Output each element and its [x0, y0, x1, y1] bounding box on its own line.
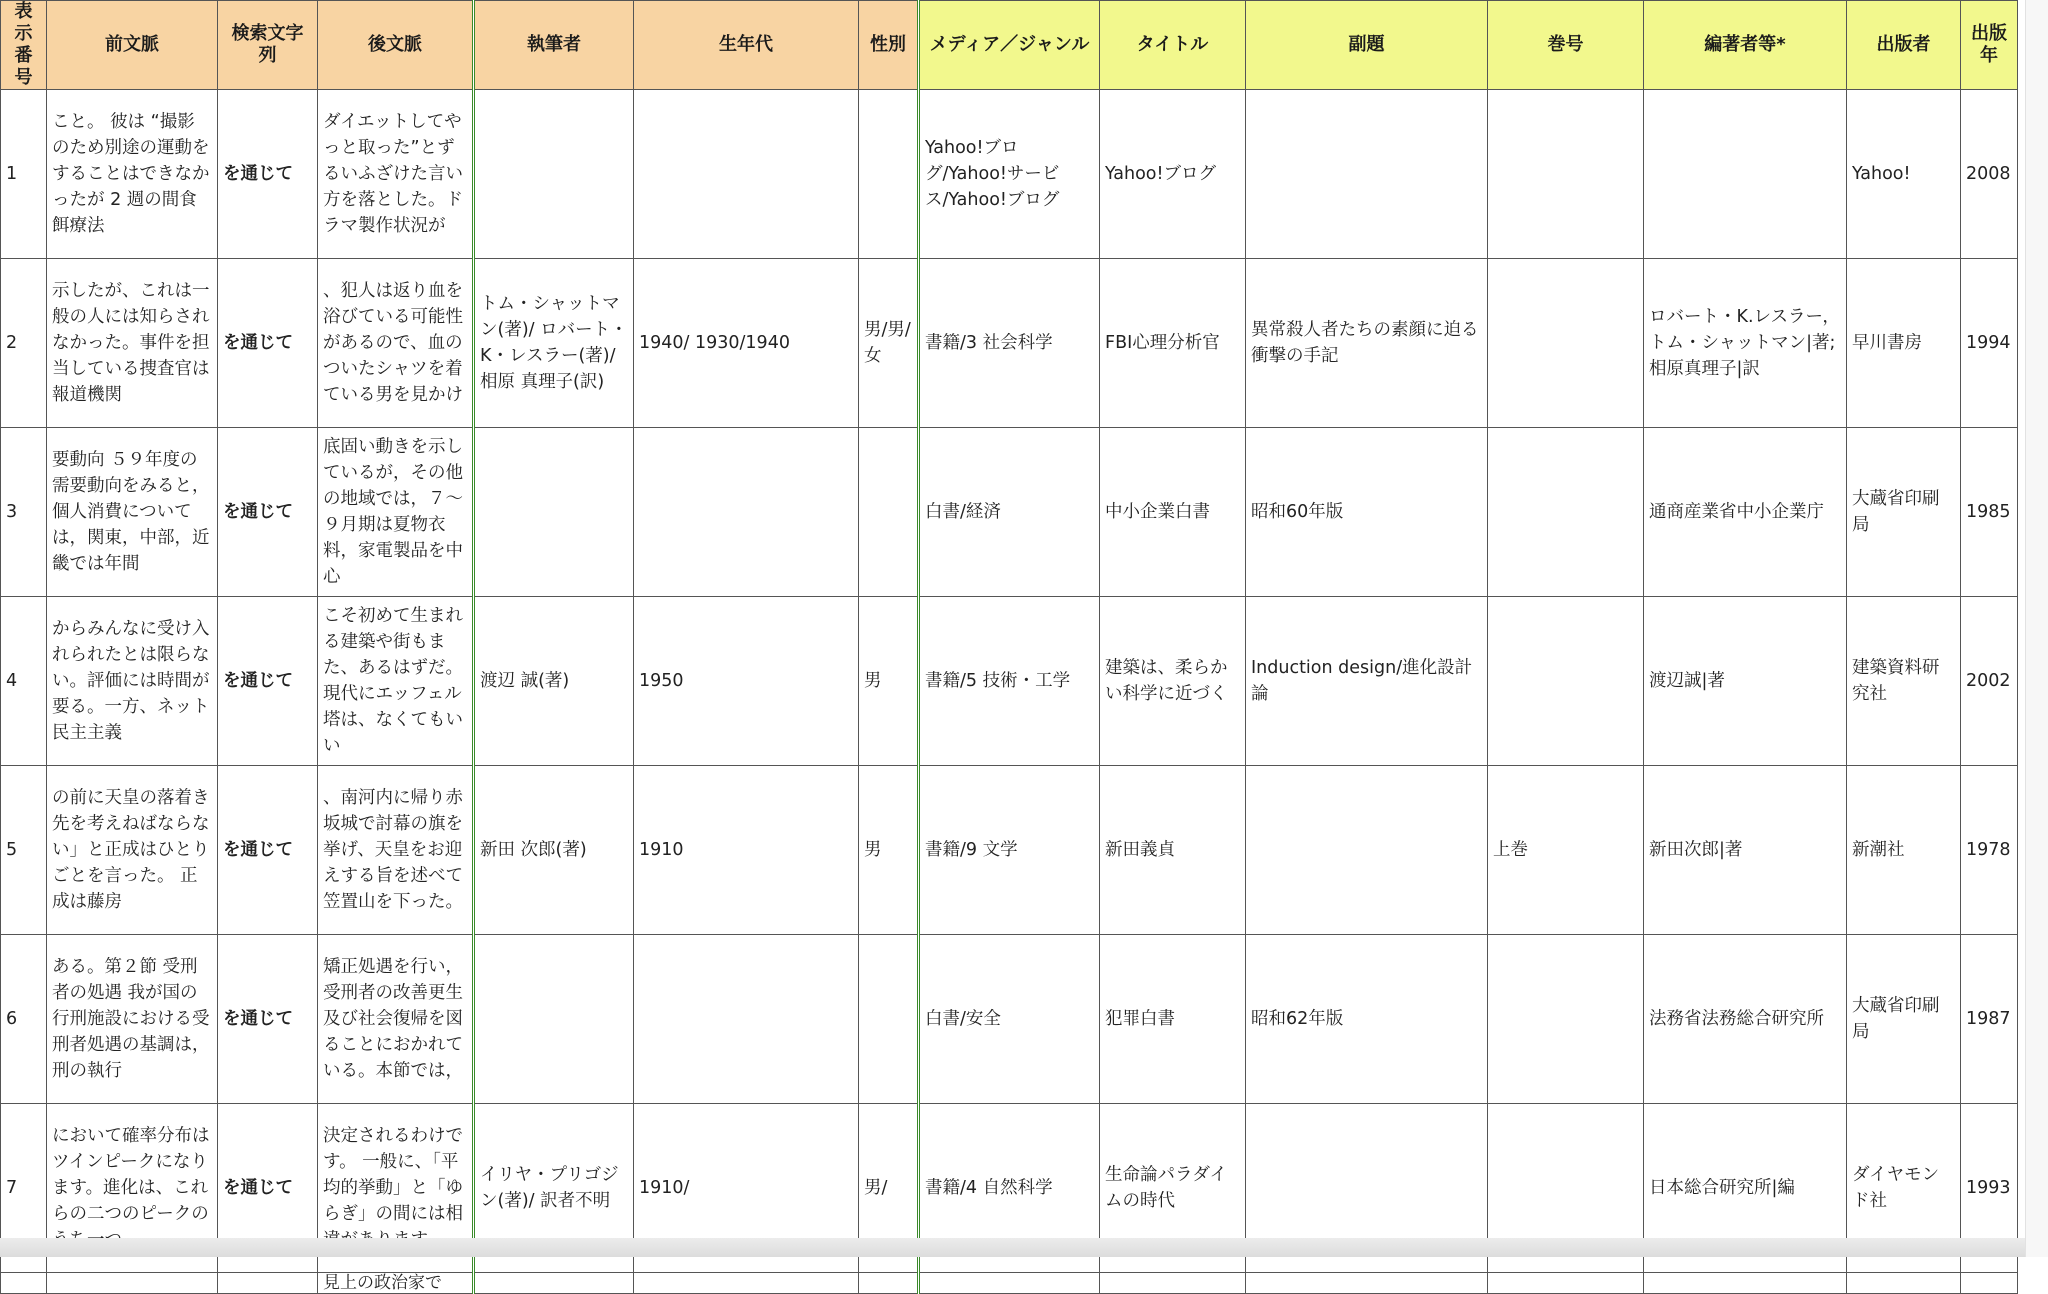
- cell-num: 2: [1, 259, 47, 428]
- cell-birth-era: 1940/ 1930/1940: [634, 259, 859, 428]
- table-row: [1, 259, 2018, 428]
- cell-subtitle: 昭和62年版: [1246, 935, 1488, 1104]
- header-volume[interactable]: 巻号: [1488, 1, 1644, 90]
- header-pre-context[interactable]: 前文脈: [47, 1, 218, 90]
- cell-author: 新田 次郎(著): [474, 766, 634, 935]
- cell-title: FBI心理分析官: [1100, 259, 1246, 428]
- cell-editor: [1644, 90, 1847, 259]
- cell-publisher: 建築資料研究社: [1847, 597, 1961, 766]
- cell-title: [1100, 1273, 1246, 1294]
- cell-media-genre: 書籍/3 社会科学: [919, 259, 1100, 428]
- cell-subtitle: [1246, 1273, 1488, 1294]
- cell-subtitle: Induction design/進化設計論: [1246, 597, 1488, 766]
- header-keyword[interactable]: 検索文字列: [218, 1, 318, 90]
- cell-post-context: 、南河内に帰り赤坂城で討幕の旗を挙げ、天皇をお迎えする旨を述べて笠置山を下った。: [318, 766, 474, 935]
- cell-post-context: 決定されるわけです。 一般に、「平均的挙動」と「ゆらぎ」の間には相: [318, 1104, 474, 1273]
- cell-subtitle: [1246, 90, 1488, 259]
- cell-sex: 男/男/女: [859, 259, 919, 428]
- cell-publisher: 早川書房: [1847, 259, 1961, 428]
- cell-media-genre: 白書/経済: [919, 428, 1100, 597]
- cell-birth-era: [634, 428, 859, 597]
- cell-pre-context: 要動向 ５９年度の需要動向をみると，個人消費については，関東，中部，近畿では年間: [47, 428, 218, 597]
- cell-pre-context: の前に天皇の落着き先を考えねばならない」と正成はひとりごとを言った。 正成は藤房: [47, 766, 218, 935]
- cell-num: 3: [1, 428, 47, 597]
- cell-keyword: を通じて: [218, 90, 318, 259]
- cell-title: 中小企業白書: [1100, 428, 1246, 597]
- cell-post-context: 、犯人は返り血を浴びている可能性があるので、血のついたシャツを着ている男を見かけ: [318, 259, 474, 428]
- cell-num: 5: [1, 766, 47, 935]
- cell-pub-year: 1987: [1961, 935, 2018, 1104]
- cell-sex: [859, 935, 919, 1104]
- cell-post-context: 底固い動きを示しているが，その他の地域では，７～９月期は夏物衣料，家電製品を中心: [318, 428, 474, 597]
- cell-title: 生命論パラダイムの時代: [1100, 1104, 1246, 1273]
- table-row: [1, 766, 2018, 935]
- cell-author: [474, 428, 634, 597]
- cell-editor: 日本総合研究所|編: [1644, 1104, 1847, 1273]
- cell-sex: [859, 428, 919, 597]
- cell-birth-era: 1910: [634, 766, 859, 935]
- cell-publisher: ダイヤモンド社: [1847, 1104, 1961, 1273]
- cell-pub-year: 2008: [1961, 90, 2018, 259]
- cell-editor: 法務省法務総合研究所: [1644, 935, 1847, 1104]
- cell-pre-context: において確率分布はツインピークになります。進化は、これらの二つのピークの: [47, 1104, 218, 1273]
- cell-volume: [1488, 935, 1644, 1104]
- cell-media-genre: [919, 1273, 1100, 1294]
- cell-volume: [1488, 597, 1644, 766]
- cell-num: [1, 1273, 47, 1294]
- cell-pre-context: [47, 1273, 218, 1294]
- cell-sex: 男/: [859, 1104, 919, 1273]
- cell-media-genre: Yahoo!ブログ/Yahoo!サービス/Yahoo!ブログ: [919, 90, 1100, 259]
- cell-pub-year: [1961, 1273, 2018, 1294]
- cell-pub-year: 1978: [1961, 766, 2018, 935]
- header-publisher[interactable]: 出版者: [1847, 1, 1961, 90]
- header-row: [1, 1, 2018, 90]
- cell-keyword: を通じて: [218, 259, 318, 428]
- cell-title: 建築は、柔らかい科学に近づく: [1100, 597, 1246, 766]
- table-row: [1, 935, 2018, 1104]
- cell-keyword: を通じて: [218, 766, 318, 935]
- cell-num: 4: [1, 597, 47, 766]
- cell-pre-context: 示したが、これは一般の人には知らされなかった。事件を担当している捜査官は報道機関: [47, 259, 218, 428]
- cell-pub-year: 1994: [1961, 259, 2018, 428]
- cell-media-genre: 書籍/9 文学: [919, 766, 1100, 935]
- cell-keyword: を通じて: [218, 935, 318, 1104]
- cell-author: [474, 90, 634, 259]
- cell-sex: 男: [859, 766, 919, 935]
- header-sex[interactable]: 性別: [859, 1, 919, 90]
- cell-editor: ロバート・K.レスラー，トム・シャットマン|著;相原真理子|訳: [1644, 259, 1847, 428]
- cell-publisher: 新潮社: [1847, 766, 1961, 935]
- cell-author: [474, 935, 634, 1104]
- cell-publisher: Yahoo!: [1847, 90, 1961, 259]
- cell-publisher: 大蔵省印刷局: [1847, 428, 1961, 597]
- cell-pre-context: こと。 彼は “撮影のため別途の運動をすることはできなかったが 2 週の間食餌療法: [47, 90, 218, 259]
- header-post-context[interactable]: 後文脈: [318, 1, 474, 90]
- cell-editor: [1644, 1273, 1847, 1294]
- cell-pre-context: からみんなに受け入れられたとは限らない。評価には時間が要る。一方、ネット民主主義: [47, 597, 218, 766]
- cell-keyword: [218, 1273, 318, 1294]
- cell-author: トム・シャットマン(著)/ ロバート・K・レスラー(著)/相原 真理子(訳): [474, 259, 634, 428]
- cell-title: 新田義貞: [1100, 766, 1246, 935]
- header-pub-year[interactable]: 出版年: [1961, 1, 2018, 90]
- cell-author: [474, 1273, 634, 1294]
- cell-birth-era: 1950: [634, 597, 859, 766]
- cell-keyword: を通じて: [218, 428, 318, 597]
- header-subtitle[interactable]: 副題: [1246, 1, 1488, 90]
- cell-title: Yahoo!ブログ: [1100, 90, 1246, 259]
- cell-volume: [1488, 259, 1644, 428]
- cell-subtitle: 異常殺人者たちの素顔に迫る衝撃の手記: [1246, 259, 1488, 428]
- cell-editor: 新田次郎|著: [1644, 766, 1847, 935]
- cell-pub-year: 1993: [1961, 1104, 2018, 1273]
- cell-subtitle: [1246, 766, 1488, 935]
- header-title[interactable]: タイトル: [1100, 1, 1246, 90]
- cell-num: 6: [1, 935, 47, 1104]
- cell-num: 1: [1, 90, 47, 259]
- cell-post-context: こそ初めて生まれる建築や街もまた、あるはずだ。現代にエッフェル塔は、なくてもいい: [318, 597, 474, 766]
- bottom-edge: [0, 1238, 2025, 1257]
- cell-volume: [1488, 90, 1644, 259]
- table-row: [1, 90, 2018, 259]
- cell-sex: [859, 1273, 919, 1294]
- cell-sex: [859, 90, 919, 259]
- cell-publisher: [1847, 1273, 1961, 1294]
- cell-keyword: を通じて: [218, 1104, 318, 1273]
- cell-post-context: ダイエットしてやっと取った”とずるいふざけた言い方を落とした。ドラマ製作状況が: [318, 90, 474, 259]
- cell-keyword: を通じて: [218, 597, 318, 766]
- cell-media-genre: 書籍/5 技術・工学: [919, 597, 1100, 766]
- header-num[interactable]: 表示番号: [1, 1, 47, 90]
- cell-post-context: 矯正処遇を行い，受刑者の改善更生及び社会復帰を図ることにおかれている。本節では，: [318, 935, 474, 1104]
- cell-pub-year: 1985: [1961, 428, 2018, 597]
- header-editor[interactable]: 編著者等*: [1644, 1, 1847, 90]
- cell-post-context: 見上の政治家で: [318, 1273, 474, 1294]
- header-birth-era[interactable]: 生年代: [634, 1, 859, 90]
- cell-pub-year: 2002: [1961, 597, 2018, 766]
- table-row: [1, 428, 2018, 597]
- cell-author: 渡辺 誠(著): [474, 597, 634, 766]
- cell-publisher: 大蔵省印刷局: [1847, 935, 1961, 1104]
- cell-birth-era: [634, 935, 859, 1104]
- cell-birth-era: [634, 1273, 859, 1294]
- cell-subtitle: 昭和60年版: [1246, 428, 1488, 597]
- cell-volume: [1488, 428, 1644, 597]
- cell-media-genre: 書籍/4 自然科学: [919, 1104, 1100, 1273]
- cell-num: 7: [1, 1104, 47, 1273]
- vertical-scrollbar[interactable]: [2025, 0, 2048, 1257]
- table-row-partial: [1, 1273, 2018, 1294]
- cell-title: 犯罪白書: [1100, 935, 1246, 1104]
- cell-birth-era: [634, 90, 859, 259]
- cell-volume: 上巻: [1488, 766, 1644, 935]
- cell-editor: 通商産業省中小企業庁: [1644, 428, 1847, 597]
- header-author[interactable]: 執筆者: [474, 1, 634, 90]
- table-row: [1, 597, 2018, 766]
- cell-volume: [1488, 1273, 1644, 1294]
- cell-birth-era: 1910/: [634, 1104, 859, 1273]
- cell-sex: 男: [859, 597, 919, 766]
- cell-author: イリヤ・プリゴジン(著)/ 訳者不明: [474, 1104, 634, 1273]
- cell-editor: 渡辺誠|著: [1644, 597, 1847, 766]
- header-media-genre[interactable]: メディア／ジャンル: [919, 1, 1100, 90]
- cell-media-genre: 白書/安全: [919, 935, 1100, 1104]
- cell-pre-context: ある。第２節 受刑者の処遇 我が国の行刑施設における受刑者処遇の基調は，刑の執行: [47, 935, 218, 1104]
